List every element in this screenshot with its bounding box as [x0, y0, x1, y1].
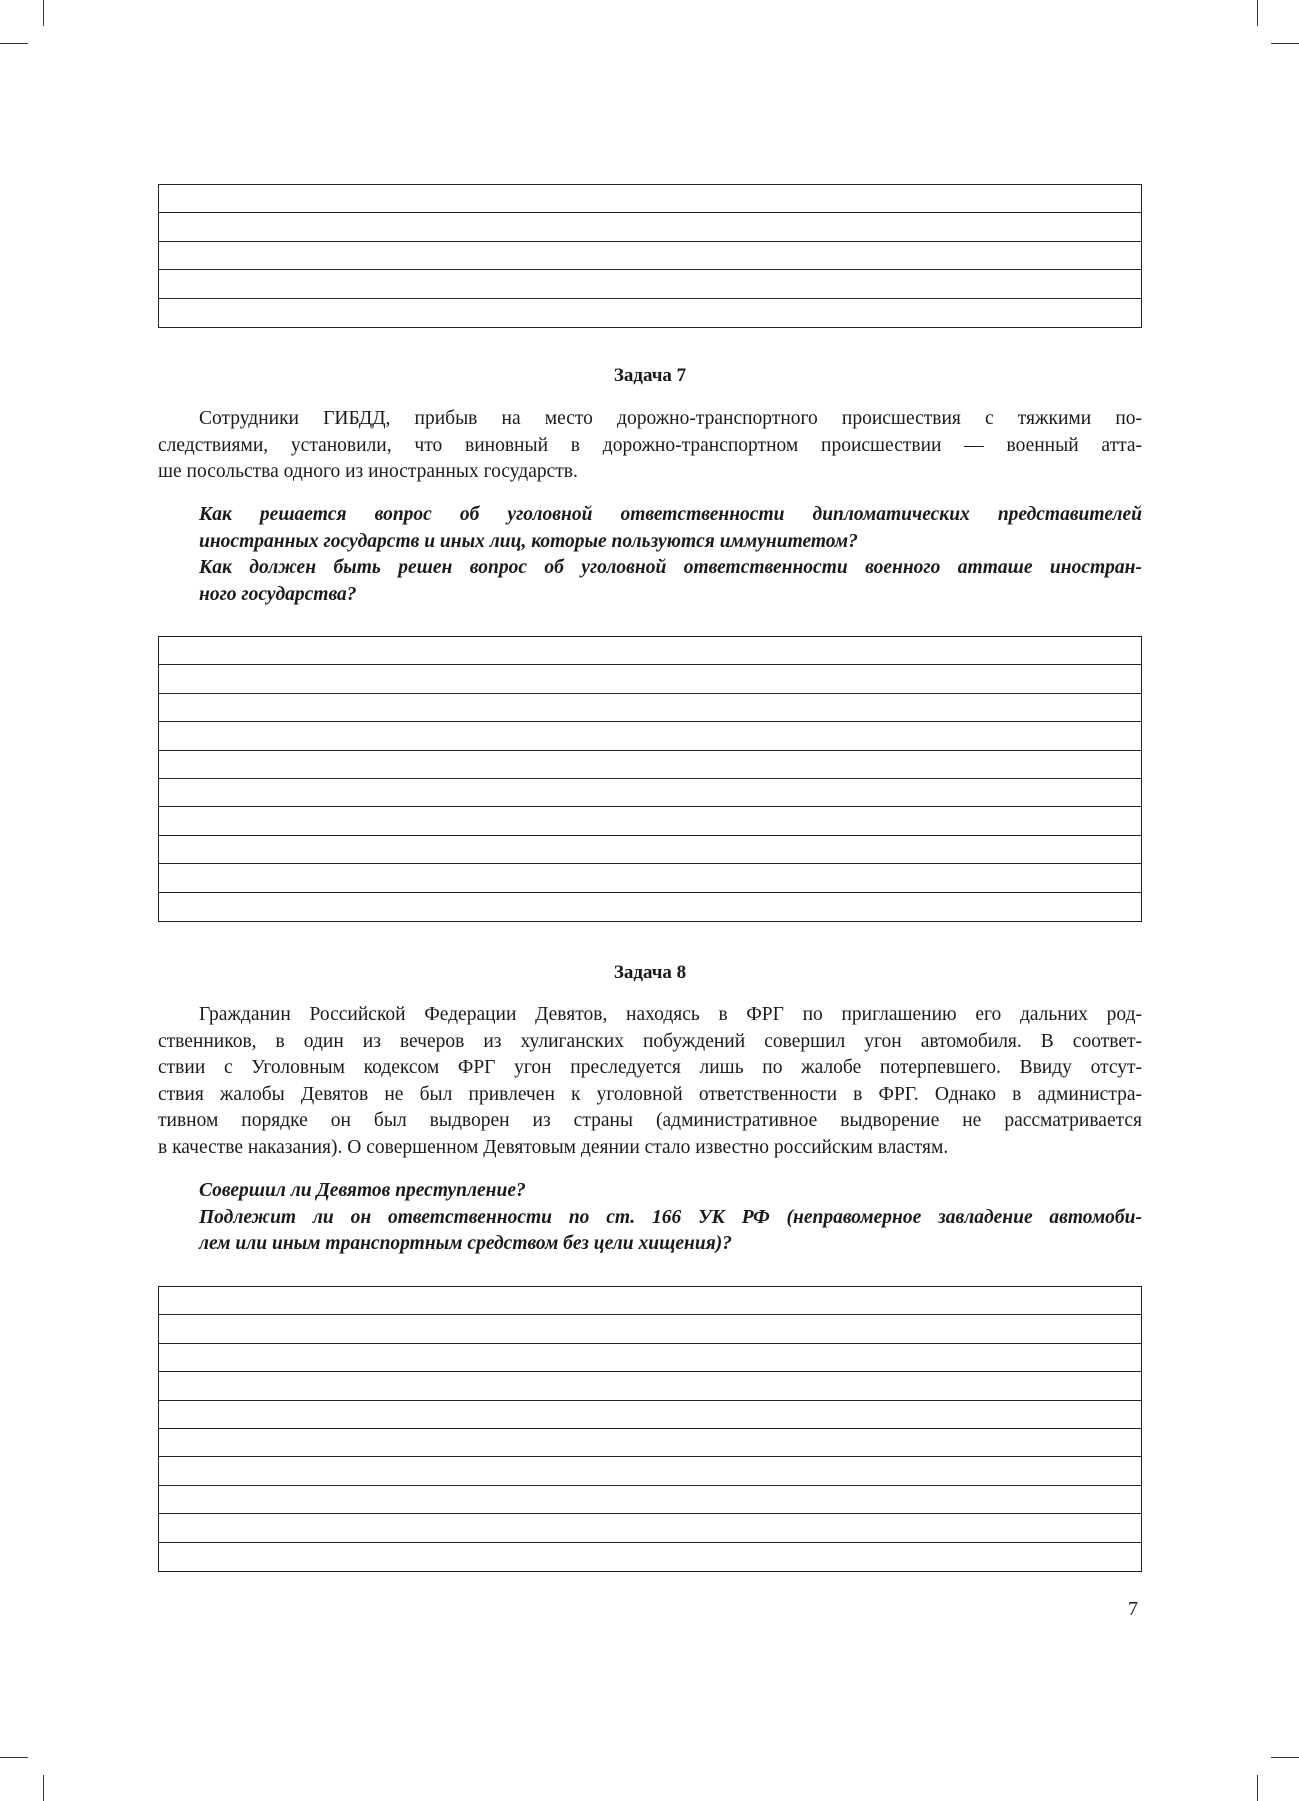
text-line: Как решается вопрос об уголовной ответственности дипломатических представителей: [199, 504, 1142, 525]
answer-box-task6[interactable]: [158, 184, 1142, 328]
text-line: иностранных государств и иных лиц, которые пользуются иммунитетом?: [199, 530, 858, 552]
text-line: ше посольства одного из иностранных государств.: [158, 461, 578, 482]
text-line: ственников, в один из вечеров из хулиганских побуждений совершил угон автомобиля. В соответ-: [158, 1030, 1142, 1052]
crop-mark: [0, 1757, 28, 1758]
answer-line[interactable]: [159, 751, 1141, 779]
answer-line[interactable]: [159, 779, 1141, 807]
answer-line[interactable]: [159, 1457, 1141, 1485]
answer-line[interactable]: [159, 807, 1141, 835]
answer-line[interactable]: [159, 893, 1141, 921]
crop-mark: [1271, 1757, 1299, 1758]
answer-line[interactable]: [159, 1429, 1141, 1457]
task7-questions: [199, 502, 1142, 608]
text-line: ного государства?: [199, 583, 357, 605]
answer-line[interactable]: [159, 1514, 1141, 1542]
task8-questions: [199, 1178, 1142, 1258]
crop-mark: [0, 43, 28, 44]
text-line: ствия жалобы Девятов не был привлечен к уголовной ответственности в ФРГ. Однако в администра-: [158, 1083, 1142, 1105]
answer-line[interactable]: [159, 1344, 1141, 1372]
task7-paragraph: [158, 406, 1142, 486]
crop-mark: [43, 1775, 44, 1801]
text-line: Гражданин Российской Федерации Девятов, находясь в ФРГ по приглашению его дальних род-: [199, 1004, 1142, 1025]
answer-line[interactable]: [159, 864, 1141, 892]
crop-mark: [1271, 43, 1299, 44]
answer-line[interactable]: [159, 836, 1141, 864]
answer-line[interactable]: [159, 1543, 1141, 1571]
answer-line[interactable]: [159, 722, 1141, 750]
text-line: Совершил ли Девятов преступление?: [199, 1180, 526, 1201]
answer-line[interactable]: [159, 299, 1141, 327]
answer-line[interactable]: [159, 1486, 1141, 1514]
answer-line[interactable]: [159, 242, 1141, 270]
answer-line[interactable]: [159, 665, 1141, 693]
task8-paragraph: [158, 1002, 1142, 1161]
answer-line[interactable]: [159, 1401, 1141, 1429]
answer-line[interactable]: [159, 270, 1141, 298]
text-line: ствии с Уголовным кодексом ФРГ угон преследуется лишь по жалобе потерпевшего. Ввиду отсут-: [158, 1057, 1142, 1078]
answer-line[interactable]: [159, 1287, 1141, 1315]
answer-line[interactable]: [159, 694, 1141, 722]
answer-line[interactable]: [159, 185, 1141, 213]
text-line: Подлежит ли он ответственности по ст. 166 УК РФ (неправомерное завладение автомоби-: [199, 1206, 1142, 1228]
text-line: следствиями, установили, что виновный в дорожно-транспортном происшествии — военный атта-: [158, 434, 1142, 456]
answer-line[interactable]: [159, 637, 1141, 665]
answer-box-task8[interactable]: [158, 1286, 1142, 1572]
crop-mark: [1257, 1775, 1258, 1801]
crop-mark: [43, 0, 44, 26]
answer-line[interactable]: [159, 1315, 1141, 1343]
crop-mark: [1257, 0, 1258, 26]
page-number: 7: [1128, 1598, 1138, 1620]
answer-line[interactable]: [159, 1372, 1141, 1400]
text-line: лем или иным транспортным средством без цели хищения)?: [199, 1233, 732, 1254]
answer-box-task7[interactable]: [158, 636, 1142, 922]
task8-title: Задача 8: [613, 962, 687, 983]
text-line: тивном порядке он был выдворен из страны (административное выдворение не рассматривается: [158, 1110, 1142, 1131]
text-line: Как должен быть решен вопрос об уголовной ответственности военного атташе иностран-: [199, 557, 1142, 578]
text-line: Сотрудники ГИБДД, прибыв на место дорожно-транспортного происшествия с тяжкими по-: [199, 408, 1142, 429]
text-line: в качестве наказания). О совершенном Девятовым деянии стало известно российским властям.: [158, 1136, 949, 1158]
answer-line[interactable]: [159, 213, 1141, 241]
task7-title: Задача 7: [613, 365, 687, 386]
